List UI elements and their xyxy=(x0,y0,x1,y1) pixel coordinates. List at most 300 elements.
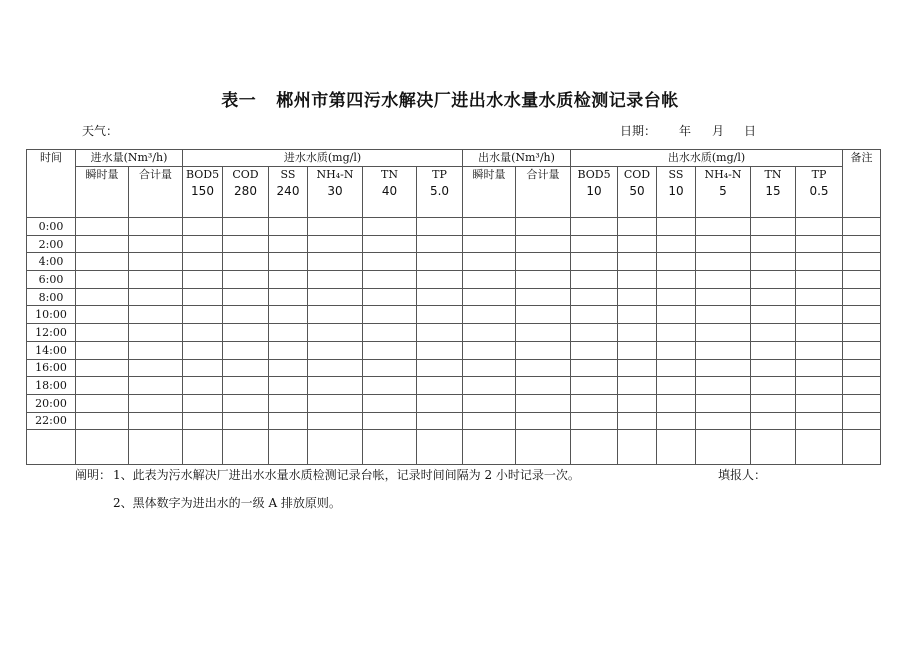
param-name: TN xyxy=(764,168,782,181)
data-cell[interactable] xyxy=(269,306,308,324)
data-cell[interactable] xyxy=(363,430,417,465)
data-cell[interactable] xyxy=(751,271,796,289)
data-cell[interactable] xyxy=(308,235,363,253)
time-cell: 18:00 xyxy=(27,377,76,395)
data-cell[interactable] xyxy=(843,306,881,324)
data-cell[interactable] xyxy=(269,430,308,465)
blank-row xyxy=(27,430,881,465)
data-cell[interactable] xyxy=(657,235,696,253)
inflow-limit-value: 150 xyxy=(191,184,214,198)
data-cell[interactable] xyxy=(657,377,696,395)
data-cell[interactable] xyxy=(363,377,417,395)
data-cell[interactable] xyxy=(76,412,129,430)
data-cell[interactable] xyxy=(308,394,363,412)
data-cell[interactable] xyxy=(76,359,129,377)
data-cell[interactable] xyxy=(571,306,618,324)
data-cell[interactable] xyxy=(618,341,657,359)
data-cell[interactable] xyxy=(269,218,308,236)
data-cell[interactable] xyxy=(363,394,417,412)
data-cell[interactable] xyxy=(751,235,796,253)
data-cell[interactable] xyxy=(657,271,696,289)
data-cell[interactable] xyxy=(363,253,417,271)
data-cell[interactable] xyxy=(417,394,463,412)
data-cell[interactable] xyxy=(417,359,463,377)
table-row xyxy=(27,412,881,430)
table-row xyxy=(27,377,881,395)
data-cell[interactable] xyxy=(269,253,308,271)
data-cell[interactable] xyxy=(183,235,223,253)
data-cell[interactable] xyxy=(516,306,571,324)
data-cell[interactable] xyxy=(463,218,516,236)
filler-label: 填报人： xyxy=(718,468,767,482)
data-cell[interactable] xyxy=(618,218,657,236)
data-cell[interactable] xyxy=(618,359,657,377)
data-cell[interactable] xyxy=(796,324,843,342)
data-cell[interactable] xyxy=(696,306,751,324)
data-cell[interactable] xyxy=(696,218,751,236)
data-cell[interactable] xyxy=(571,377,618,395)
header-time: 时间 xyxy=(27,150,76,218)
data-cell[interactable] xyxy=(751,253,796,271)
date-day: 日 xyxy=(744,124,757,138)
data-cell[interactable] xyxy=(269,412,308,430)
data-cell[interactable] xyxy=(417,218,463,236)
inflow-limit-value: 280 xyxy=(234,184,257,198)
table-row xyxy=(27,306,881,324)
table-row xyxy=(27,341,881,359)
data-cell[interactable] xyxy=(696,271,751,289)
data-cell[interactable] xyxy=(843,271,881,289)
table-row xyxy=(27,271,881,289)
time-cell: 4:00 xyxy=(27,253,76,271)
data-cell[interactable] xyxy=(796,218,843,236)
param-name: SS xyxy=(280,168,296,181)
data-cell[interactable] xyxy=(183,288,223,306)
data-cell[interactable] xyxy=(183,218,223,236)
data-cell[interactable] xyxy=(618,271,657,289)
inflow-param-header xyxy=(417,167,463,218)
data-cell[interactable] xyxy=(696,412,751,430)
notes-label: 阐明： xyxy=(75,468,112,482)
data-cell[interactable] xyxy=(657,359,696,377)
outflow-limit-value: 50 xyxy=(629,184,645,198)
data-cell[interactable] xyxy=(751,430,796,465)
data-cell[interactable] xyxy=(223,218,269,236)
data-cell[interactable] xyxy=(516,288,571,306)
title-prefix: 表一 xyxy=(221,91,257,111)
data-cell[interactable] xyxy=(796,394,843,412)
data-cell[interactable] xyxy=(516,235,571,253)
data-cell[interactable] xyxy=(463,271,516,289)
data-cell[interactable] xyxy=(76,324,129,342)
data-cell[interactable] xyxy=(618,324,657,342)
data-cell[interactable] xyxy=(751,394,796,412)
data-cell[interactable] xyxy=(843,359,881,377)
data-cell[interactable] xyxy=(618,430,657,465)
data-cell[interactable] xyxy=(129,235,183,253)
outflow-instant-header: 瞬时量 xyxy=(463,167,516,218)
data-cell[interactable] xyxy=(183,271,223,289)
data-cell[interactable] xyxy=(76,271,129,289)
param-name: NH₄-N xyxy=(704,168,742,181)
data-cell[interactable] xyxy=(618,288,657,306)
table-row xyxy=(27,218,881,236)
table-row xyxy=(27,359,881,377)
inflow-limit-value: 5.0 xyxy=(429,184,450,198)
outflow-param-header xyxy=(696,167,751,218)
data-cell[interactable] xyxy=(696,359,751,377)
data-cell[interactable] xyxy=(751,324,796,342)
data-cell[interactable] xyxy=(516,394,571,412)
data-cell[interactable] xyxy=(129,394,183,412)
data-cell[interactable] xyxy=(129,430,183,465)
data-cell[interactable] xyxy=(363,359,417,377)
data-cell[interactable] xyxy=(751,341,796,359)
data-cell[interactable] xyxy=(76,377,129,395)
data-cell[interactable] xyxy=(223,430,269,465)
data-cell[interactable] xyxy=(618,253,657,271)
time-cell: 0:00 xyxy=(27,218,76,236)
data-cell[interactable] xyxy=(223,253,269,271)
data-cell[interactable] xyxy=(129,306,183,324)
data-cell[interactable] xyxy=(308,271,363,289)
data-cell[interactable] xyxy=(796,253,843,271)
data-cell[interactable] xyxy=(308,430,363,465)
data-cell[interactable] xyxy=(223,394,269,412)
data-cell[interactable] xyxy=(463,341,516,359)
inflow-param-header xyxy=(269,167,308,218)
data-cell[interactable] xyxy=(183,359,223,377)
table-row xyxy=(27,253,881,271)
data-cell[interactable] xyxy=(516,377,571,395)
data-cell[interactable] xyxy=(183,341,223,359)
data-cell[interactable] xyxy=(571,359,618,377)
data-cell[interactable] xyxy=(751,412,796,430)
inflow-limit-value: 30 xyxy=(327,184,343,198)
inflow-limit-value: 40 xyxy=(381,184,398,198)
data-cell[interactable] xyxy=(223,359,269,377)
data-cell[interactable] xyxy=(417,377,463,395)
data-cell[interactable] xyxy=(571,271,618,289)
data-cell[interactable] xyxy=(696,394,751,412)
header-inflow-volume: 进水量(Nm³/h) xyxy=(76,150,183,167)
param-name: SS xyxy=(668,168,684,181)
data-cell[interactable] xyxy=(183,430,223,465)
data-cell[interactable] xyxy=(417,253,463,271)
data-cell[interactable] xyxy=(463,359,516,377)
date-year: 年 xyxy=(679,124,692,138)
data-cell[interactable] xyxy=(223,306,269,324)
outflow-limit-value: 10 xyxy=(586,184,602,198)
data-cell[interactable] xyxy=(618,235,657,253)
outflow-param-header xyxy=(657,167,696,218)
data-cell[interactable] xyxy=(76,394,129,412)
data-cell[interactable] xyxy=(751,288,796,306)
data-cell[interactable] xyxy=(516,341,571,359)
outflow-limit-value: 15 xyxy=(765,184,781,198)
table-row xyxy=(27,394,881,412)
data-cell[interactable] xyxy=(76,288,129,306)
data-cell[interactable] xyxy=(269,341,308,359)
data-cell[interactable] xyxy=(308,324,363,342)
data-cell[interactable] xyxy=(618,412,657,430)
data-cell[interactable] xyxy=(696,430,751,465)
data-cell[interactable] xyxy=(308,412,363,430)
data-cell[interactable] xyxy=(129,253,183,271)
data-cell[interactable] xyxy=(516,430,571,465)
data-cell[interactable] xyxy=(417,271,463,289)
data-cell[interactable] xyxy=(269,271,308,289)
data-cell[interactable] xyxy=(571,341,618,359)
time-cell: 8:00 xyxy=(27,288,76,306)
data-cell[interactable] xyxy=(516,271,571,289)
data-cell[interactable] xyxy=(751,306,796,324)
data-cell[interactable] xyxy=(516,324,571,342)
data-cell[interactable] xyxy=(363,288,417,306)
outflow-total-header: 合计量 xyxy=(516,167,571,218)
date-label: 日期： xyxy=(620,124,657,138)
data-cell[interactable] xyxy=(516,359,571,377)
data-cell[interactable] xyxy=(571,218,618,236)
data-cell[interactable] xyxy=(27,430,76,465)
data-cell[interactable] xyxy=(796,412,843,430)
data-cell[interactable] xyxy=(843,253,881,271)
data-cell[interactable] xyxy=(618,377,657,395)
data-cell[interactable] xyxy=(308,341,363,359)
data-cell[interactable] xyxy=(129,324,183,342)
data-cell[interactable] xyxy=(463,377,516,395)
data-cell[interactable] xyxy=(843,341,881,359)
data-cell[interactable] xyxy=(129,271,183,289)
data-cell[interactable] xyxy=(223,271,269,289)
time-cell: 10:00 xyxy=(27,306,76,324)
data-cell[interactable] xyxy=(796,306,843,324)
data-cell[interactable] xyxy=(618,306,657,324)
data-cell[interactable] xyxy=(657,253,696,271)
data-cell[interactable] xyxy=(843,288,881,306)
data-cell[interactable] xyxy=(618,394,657,412)
data-cell[interactable] xyxy=(363,306,417,324)
data-cell[interactable] xyxy=(417,306,463,324)
data-cell[interactable] xyxy=(463,430,516,465)
data-cell[interactable] xyxy=(417,288,463,306)
data-cell[interactable] xyxy=(516,412,571,430)
data-cell[interactable] xyxy=(308,377,363,395)
data-cell[interactable] xyxy=(463,306,516,324)
data-cell[interactable] xyxy=(223,412,269,430)
time-cell: 22:00 xyxy=(27,412,76,430)
data-cell[interactable] xyxy=(796,359,843,377)
outflow-param-header xyxy=(796,167,843,218)
data-cell[interactable] xyxy=(843,324,881,342)
data-cell[interactable] xyxy=(571,253,618,271)
data-cell[interactable] xyxy=(463,394,516,412)
data-cell[interactable] xyxy=(76,253,129,271)
data-cell[interactable] xyxy=(751,218,796,236)
data-cell[interactable] xyxy=(417,341,463,359)
data-cell[interactable] xyxy=(696,341,751,359)
data-cell[interactable] xyxy=(796,271,843,289)
data-cell[interactable] xyxy=(796,377,843,395)
outflow-param-header xyxy=(618,167,657,218)
data-cell[interactable] xyxy=(183,253,223,271)
data-cell[interactable] xyxy=(571,324,618,342)
outflow-limit-value: 10 xyxy=(668,184,684,198)
inflow-limit-value: 240 xyxy=(276,184,300,198)
data-cell[interactable] xyxy=(183,412,223,430)
header-outflow-quality: 出水水质(mg/l) xyxy=(571,150,843,167)
data-cell[interactable] xyxy=(76,218,129,236)
data-cell[interactable] xyxy=(571,412,618,430)
data-cell[interactable] xyxy=(223,235,269,253)
data-cell[interactable] xyxy=(571,430,618,465)
data-cell[interactable] xyxy=(269,394,308,412)
table-row xyxy=(27,324,881,342)
data-cell[interactable] xyxy=(657,412,696,430)
data-cell[interactable] xyxy=(516,253,571,271)
data-cell[interactable] xyxy=(223,377,269,395)
data-cell[interactable] xyxy=(843,394,881,412)
data-cell[interactable] xyxy=(657,218,696,236)
time-cell: 16:00 xyxy=(27,359,76,377)
param-name: BOD5 xyxy=(577,168,611,181)
weather-label: 天气： xyxy=(82,124,119,138)
data-cell[interactable] xyxy=(308,306,363,324)
param-name: TP xyxy=(811,168,827,181)
data-cell[interactable] xyxy=(363,324,417,342)
data-cell[interactable] xyxy=(223,288,269,306)
data-cell[interactable] xyxy=(843,430,881,465)
time-cell: 2:00 xyxy=(27,235,76,253)
data-cell[interactable] xyxy=(363,235,417,253)
note-line-2: 2、黑体数字为进出水的一级 A 排放原则。 xyxy=(113,496,341,510)
data-cell[interactable] xyxy=(76,430,129,465)
data-cell[interactable] xyxy=(571,394,618,412)
data-cell[interactable] xyxy=(417,235,463,253)
time-cell: 6:00 xyxy=(27,271,76,289)
data-cell[interactable] xyxy=(308,218,363,236)
time-cell: 14:00 xyxy=(27,341,76,359)
data-cell[interactable] xyxy=(843,218,881,236)
param-name: NH₄-N xyxy=(316,168,354,181)
param-name: TN xyxy=(381,168,398,181)
date-month: 月 xyxy=(712,124,725,138)
param-name: COD xyxy=(232,168,259,181)
data-cell[interactable] xyxy=(751,359,796,377)
data-cell[interactable] xyxy=(751,377,796,395)
data-cell[interactable] xyxy=(657,306,696,324)
data-cell[interactable] xyxy=(183,306,223,324)
data-cell[interactable] xyxy=(269,288,308,306)
data-cell[interactable] xyxy=(76,341,129,359)
data-cell[interactable] xyxy=(796,288,843,306)
data-cell[interactable] xyxy=(796,341,843,359)
data-cell[interactable] xyxy=(796,430,843,465)
data-cell[interactable] xyxy=(129,359,183,377)
data-cell[interactable] xyxy=(843,377,881,395)
data-cell[interactable] xyxy=(417,430,463,465)
table-row xyxy=(27,288,881,306)
data-cell[interactable] xyxy=(76,306,129,324)
data-cell[interactable] xyxy=(129,218,183,236)
data-cell[interactable] xyxy=(76,235,129,253)
data-cell[interactable] xyxy=(223,324,269,342)
data-cell[interactable] xyxy=(269,324,308,342)
data-cell[interactable] xyxy=(516,218,571,236)
header-remark: 备注 xyxy=(843,150,881,218)
header-outflow-volume: 出水量(Nm³/h) xyxy=(463,150,571,167)
data-cell[interactable] xyxy=(657,341,696,359)
data-cell[interactable] xyxy=(657,430,696,465)
data-cell[interactable] xyxy=(129,377,183,395)
data-cell[interactable] xyxy=(363,341,417,359)
outflow-param-header xyxy=(751,167,796,218)
data-cell[interactable] xyxy=(363,271,417,289)
data-cell[interactable] xyxy=(796,235,843,253)
data-cell[interactable] xyxy=(223,341,269,359)
inflow-param-header xyxy=(308,167,363,218)
data-cell[interactable] xyxy=(571,235,618,253)
param-name: BOD5 xyxy=(185,168,220,181)
inflow-param-header xyxy=(223,167,269,218)
data-cell[interactable] xyxy=(129,288,183,306)
data-cell[interactable] xyxy=(696,377,751,395)
data-cell[interactable] xyxy=(308,288,363,306)
data-cell[interactable] xyxy=(463,253,516,271)
data-cell[interactable] xyxy=(571,288,618,306)
data-cell[interactable] xyxy=(129,341,183,359)
outflow-param-header xyxy=(571,167,618,218)
outflow-limit-value: 5 xyxy=(719,184,727,198)
data-cell[interactable] xyxy=(463,288,516,306)
data-cell[interactable] xyxy=(269,359,308,377)
data-cell[interactable] xyxy=(696,235,751,253)
param-name: TP xyxy=(432,168,447,181)
data-cell[interactable] xyxy=(657,288,696,306)
inflow-instant-header: 瞬时量 xyxy=(76,167,129,218)
data-cell[interactable] xyxy=(463,412,516,430)
data-cell[interactable] xyxy=(696,288,751,306)
data-cell[interactable] xyxy=(183,394,223,412)
header-inflow-quality: 进水水质(mg/l) xyxy=(183,150,463,167)
data-cell[interactable] xyxy=(308,253,363,271)
inflow-param-header xyxy=(183,167,223,218)
note-line-1: 1、此表为污水解决厂进出水水量水质检测记录台帐，记录时间间隔为 2 小时记录一次。 xyxy=(113,468,580,482)
data-cell[interactable] xyxy=(657,394,696,412)
data-cell[interactable] xyxy=(269,235,308,253)
data-cell[interactable] xyxy=(843,235,881,253)
data-cell[interactable] xyxy=(696,324,751,342)
data-cell[interactable] xyxy=(417,324,463,342)
data-cell[interactable] xyxy=(463,324,516,342)
time-cell: 20:00 xyxy=(27,394,76,412)
data-cell[interactable] xyxy=(363,412,417,430)
data-cell[interactable] xyxy=(657,324,696,342)
data-cell[interactable] xyxy=(183,324,223,342)
data-cell[interactable] xyxy=(363,218,417,236)
data-cell[interactable] xyxy=(696,253,751,271)
param-name: COD xyxy=(623,168,651,181)
page-title xyxy=(0,86,920,111)
data-cell[interactable] xyxy=(129,412,183,430)
data-cell[interactable] xyxy=(183,377,223,395)
title-text: 郴州市第四污水解决厂进出水水量水质检测记录台帐 xyxy=(276,91,679,111)
data-cell[interactable] xyxy=(417,412,463,430)
data-cell[interactable] xyxy=(308,359,363,377)
data-cell[interactable] xyxy=(269,377,308,395)
data-cell[interactable] xyxy=(463,235,516,253)
data-cell[interactable] xyxy=(843,412,881,430)
